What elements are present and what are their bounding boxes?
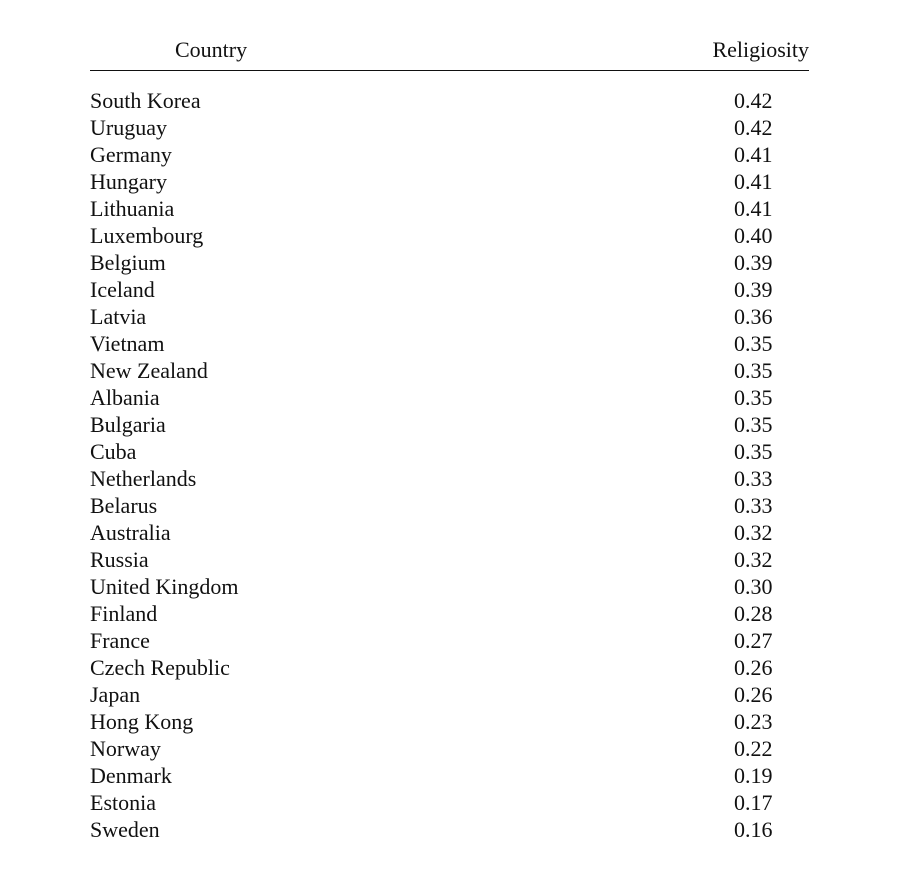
religiosity-cell: 0.22 bbox=[734, 736, 773, 761]
table-row bbox=[90, 519, 809, 546]
religiosity-cell: 0.35 bbox=[734, 412, 773, 437]
country-cell: Estonia bbox=[90, 790, 156, 815]
religiosity-cell: 0.32 bbox=[734, 547, 773, 572]
country-cell: Uruguay bbox=[90, 115, 167, 140]
table-row bbox=[90, 384, 809, 411]
country-cell: Latvia bbox=[90, 304, 147, 329]
table-row bbox=[90, 465, 809, 492]
country-cell: Albania bbox=[90, 385, 160, 410]
country-cell: New Zealand bbox=[90, 358, 208, 383]
country-cell: South Korea bbox=[90, 88, 201, 113]
country-cell: Vietnam bbox=[90, 331, 165, 356]
table-row bbox=[90, 330, 809, 357]
table-row bbox=[90, 816, 809, 843]
religiosity-cell: 0.41 bbox=[734, 142, 773, 167]
religiosity-cell: 0.35 bbox=[734, 358, 773, 383]
religiosity-cell: 0.17 bbox=[734, 790, 773, 815]
religiosity-cell: 0.40 bbox=[734, 223, 773, 248]
country-cell: Lithuania bbox=[90, 196, 175, 221]
country-column-header: Country bbox=[175, 37, 248, 62]
religiosity-cell: 0.39 bbox=[734, 277, 773, 302]
country-cell: Russia bbox=[90, 547, 149, 572]
table-body bbox=[90, 87, 809, 843]
religiosity-column-header: Religiosity bbox=[712, 37, 809, 62]
country-cell: Luxembourg bbox=[90, 223, 204, 248]
religiosity-table bbox=[90, 36, 809, 843]
religiosity-cell: 0.27 bbox=[734, 628, 773, 653]
country-cell: Czech Republic bbox=[90, 655, 230, 680]
country-cell: Belarus bbox=[90, 493, 158, 518]
religiosity-cell: 0.42 bbox=[734, 88, 773, 113]
country-cell: Hong Kong bbox=[90, 709, 194, 734]
religiosity-cell: 0.36 bbox=[734, 304, 773, 329]
table-row bbox=[90, 735, 809, 762]
table-row bbox=[90, 654, 809, 681]
country-cell: Cuba bbox=[90, 439, 137, 464]
header-rule bbox=[90, 70, 809, 71]
country-cell: Norway bbox=[90, 736, 161, 761]
table-row bbox=[90, 438, 809, 465]
country-cell: Sweden bbox=[90, 817, 160, 842]
country-cell: Netherlands bbox=[90, 466, 197, 491]
country-cell: Denmark bbox=[90, 763, 172, 788]
religiosity-cell: 0.30 bbox=[734, 574, 773, 599]
religiosity-cell: 0.41 bbox=[734, 196, 773, 221]
religiosity-cell: 0.19 bbox=[734, 763, 773, 788]
table-row bbox=[90, 789, 809, 816]
religiosity-cell: 0.26 bbox=[734, 655, 773, 680]
table-row bbox=[90, 573, 809, 600]
religiosity-cell: 0.39 bbox=[734, 250, 773, 275]
religiosity-cell: 0.35 bbox=[734, 331, 773, 356]
religiosity-cell: 0.23 bbox=[734, 709, 773, 734]
religiosity-cell: 0.35 bbox=[734, 439, 773, 464]
table-row bbox=[90, 762, 809, 789]
religiosity-cell: 0.35 bbox=[734, 385, 773, 410]
table-row bbox=[90, 600, 809, 627]
table-row bbox=[90, 168, 809, 195]
religiosity-cell: 0.41 bbox=[734, 169, 773, 194]
table-row bbox=[90, 681, 809, 708]
country-cell: Finland bbox=[90, 601, 158, 626]
table-row bbox=[90, 87, 809, 114]
table-row bbox=[90, 708, 809, 735]
table-row bbox=[90, 141, 809, 168]
table-row bbox=[90, 249, 809, 276]
country-cell: Bulgaria bbox=[90, 412, 166, 437]
table-row bbox=[90, 546, 809, 573]
table-row bbox=[90, 357, 809, 384]
table-row bbox=[90, 114, 809, 141]
religiosity-cell: 0.42 bbox=[734, 115, 773, 140]
country-cell: Germany bbox=[90, 142, 172, 167]
table-row bbox=[90, 303, 809, 330]
table-row bbox=[90, 627, 809, 654]
country-cell: France bbox=[90, 628, 150, 653]
religiosity-cell: 0.32 bbox=[734, 520, 773, 545]
country-cell: Belgium bbox=[90, 250, 166, 275]
country-cell: Japan bbox=[90, 682, 141, 707]
country-cell: United Kingdom bbox=[90, 574, 239, 599]
table-row bbox=[90, 276, 809, 303]
table-row bbox=[90, 222, 809, 249]
religiosity-cell: 0.26 bbox=[734, 682, 773, 707]
table-row bbox=[90, 411, 809, 438]
religiosity-cell: 0.16 bbox=[734, 817, 773, 842]
table-header-row bbox=[90, 36, 809, 70]
country-cell: Australia bbox=[90, 520, 171, 545]
country-cell: Hungary bbox=[90, 169, 167, 194]
religiosity-cell: 0.33 bbox=[734, 493, 773, 518]
table-row bbox=[90, 195, 809, 222]
country-cell: Iceland bbox=[90, 277, 155, 302]
table-row bbox=[90, 492, 809, 519]
religiosity-cell: 0.33 bbox=[734, 466, 773, 491]
religiosity-cell: 0.28 bbox=[734, 601, 773, 626]
